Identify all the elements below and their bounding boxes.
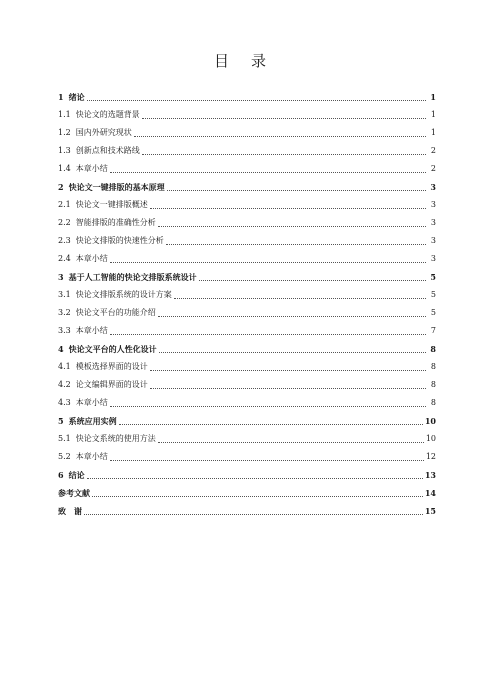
toc-entry[interactable]	[58, 304, 436, 322]
toc-entry-label: 结论	[68, 470, 85, 480]
toc-entry-page-number: 3	[430, 254, 436, 263]
toc-entry[interactable]	[58, 322, 436, 340]
toc-dot-leader	[158, 225, 426, 227]
toc-entry-label: 模板选择界面的设计	[75, 362, 148, 371]
toc-entry[interactable]	[58, 466, 436, 484]
toc-dot-leader	[199, 279, 426, 281]
toc-entry[interactable]	[58, 286, 436, 304]
toc-entry[interactable]	[58, 484, 436, 502]
toc-entry-label: 本章小结	[75, 164, 108, 173]
toc-dot-leader	[87, 99, 426, 101]
toc-entry-label: 快论文的选题背景	[75, 110, 140, 119]
toc-entry-page-number: 3	[430, 218, 436, 227]
toc-entry[interactable]	[58, 448, 436, 466]
toc-entry-number: 3	[58, 272, 64, 282]
toc-entry-label: 快论文平台的人性化设计	[68, 344, 157, 354]
toc-entry-number: 2	[58, 182, 64, 192]
toc-dot-leader	[110, 333, 426, 335]
table-of-contents	[58, 88, 436, 520]
toc-entry-number: 3.3	[58, 326, 71, 335]
toc-entry-label: 致 谢	[58, 506, 82, 516]
toc-entry[interactable]	[58, 142, 436, 160]
toc-entry-page-number: 1	[430, 128, 436, 137]
toc-entry-page-number: 1	[430, 110, 436, 119]
toc-entry-number: 4.2	[58, 380, 71, 389]
toc-dot-leader	[142, 117, 426, 119]
toc-entry-page-number: 8	[430, 344, 436, 354]
toc-entry-number: 4.3	[58, 398, 71, 407]
toc-entry-number: 2.2	[58, 218, 71, 227]
toc-entry-number: 4	[58, 344, 64, 354]
toc-entry-label: 快论文排版系统的设计方案	[75, 290, 172, 299]
toc-dot-leader	[119, 423, 423, 425]
toc-entry-page-number: 12	[425, 452, 436, 461]
page-title-char-1: 目	[213, 52, 229, 70]
toc-entry-number: 5.1	[58, 434, 71, 443]
toc-entry-number: 1.3	[58, 146, 71, 155]
toc-entry[interactable]	[58, 430, 436, 448]
toc-entry-page-number: 2	[430, 164, 436, 173]
toc-dot-leader	[92, 495, 423, 497]
toc-dot-leader	[150, 387, 426, 389]
toc-entry-number: 2.1	[58, 200, 71, 209]
toc-entry-number: 5.2	[58, 452, 71, 461]
toc-entry-number: 1.1	[58, 110, 71, 119]
toc-entry-label: 本章小结	[75, 326, 108, 335]
toc-entry-page-number: 5	[430, 290, 436, 299]
toc-entry-page-number: 5	[430, 272, 436, 282]
toc-entry[interactable]	[58, 412, 436, 430]
toc-entry-label: 创新点和技术路线	[75, 146, 140, 155]
toc-entry[interactable]	[58, 502, 436, 520]
toc-entry-number: 4.1	[58, 362, 71, 371]
toc-entry[interactable]	[58, 214, 436, 232]
toc-entry-page-number: 14	[424, 488, 436, 498]
toc-entry-label: 系统应用实例	[68, 416, 117, 426]
toc-entry[interactable]	[58, 160, 436, 178]
toc-entry-label: 智能排版的准确性分析	[75, 218, 156, 227]
toc-dot-leader	[150, 207, 426, 209]
toc-entry-page-number: 2	[430, 146, 436, 155]
toc-entry[interactable]	[58, 376, 436, 394]
toc-entry-label: 快论文平台的功能介绍	[75, 308, 156, 317]
toc-entry-label: 论文编辑界面的设计	[75, 380, 148, 389]
toc-entry-label: 快论文系统的使用方法	[75, 434, 156, 443]
toc-entry-number: 6	[58, 470, 64, 480]
toc-entry-number: 5	[58, 416, 64, 426]
toc-entry-number: 1	[58, 92, 64, 102]
toc-entry-page-number: 3	[430, 236, 436, 245]
toc-dot-leader	[150, 369, 426, 371]
toc-entry-number: 2.3	[58, 236, 71, 245]
toc-entry[interactable]	[58, 340, 436, 358]
toc-entry-label: 国内外研究现状	[75, 128, 132, 137]
toc-entry[interactable]	[58, 178, 436, 196]
toc-entry[interactable]	[58, 358, 436, 376]
toc-entry-page-number: 1	[430, 92, 436, 102]
toc-dot-leader	[110, 459, 424, 461]
toc-entry-number: 1.4	[58, 164, 71, 173]
toc-entry-page-number: 10	[425, 434, 436, 443]
toc-entry-page-number: 8	[430, 380, 436, 389]
toc-entry-label: 快论文一键排版的基本原理	[68, 182, 165, 192]
toc-dot-leader	[159, 351, 426, 353]
toc-entry-label: 基于人工智能的快论文排版系统设计	[68, 272, 197, 282]
toc-dot-leader	[158, 441, 424, 443]
toc-entry-number: 3.2	[58, 308, 71, 317]
toc-entry[interactable]	[58, 232, 436, 250]
toc-dot-leader	[87, 477, 423, 479]
toc-entry-label: 快论文排版的快速性分析	[75, 236, 164, 245]
toc-dot-leader	[166, 243, 426, 245]
toc-entry-page-number: 15	[424, 506, 436, 516]
toc-entry-label: 绪论	[68, 92, 85, 102]
toc-entry-page-number: 5	[430, 308, 436, 317]
toc-dot-leader	[84, 513, 423, 515]
toc-entry-page-number: 3	[430, 182, 436, 192]
toc-entry-page-number: 10	[424, 416, 436, 426]
toc-dot-leader	[110, 405, 426, 407]
toc-entry-label: 本章小结	[75, 398, 108, 407]
toc-entry-page-number: 8	[430, 398, 436, 407]
toc-entry[interactable]	[58, 394, 436, 412]
toc-dot-leader	[167, 189, 426, 191]
toc-entry-number: 1.2	[58, 128, 71, 137]
toc-entry-label: 快论文一键排版概述	[75, 200, 148, 209]
toc-entry-label: 参考文献	[58, 488, 90, 498]
toc-entry-page-number: 13	[424, 470, 436, 480]
toc-entry-page-number: 3	[430, 200, 436, 209]
toc-dot-leader	[174, 297, 426, 299]
toc-entry[interactable]	[58, 268, 436, 286]
toc-dot-leader	[110, 261, 426, 263]
toc-entry[interactable]	[58, 250, 436, 268]
toc-entry[interactable]	[58, 196, 436, 214]
toc-entry-page-number: 8	[430, 362, 436, 371]
page-title-char-2: 录	[251, 52, 267, 70]
toc-entry[interactable]	[58, 124, 436, 142]
toc-dot-leader	[158, 315, 426, 317]
toc-entry[interactable]	[58, 88, 436, 106]
toc-dot-leader	[110, 171, 426, 173]
toc-dot-leader	[142, 153, 426, 155]
page-title	[0, 50, 480, 71]
toc-entry-number: 2.4	[58, 254, 71, 263]
toc-entry-label: 本章小结	[75, 254, 108, 263]
toc-entry-label: 本章小结	[75, 452, 108, 461]
toc-entry-number: 3.1	[58, 290, 71, 299]
toc-entry-page-number: 7	[430, 326, 436, 335]
toc-dot-leader	[134, 135, 426, 137]
toc-entry[interactable]	[58, 106, 436, 124]
